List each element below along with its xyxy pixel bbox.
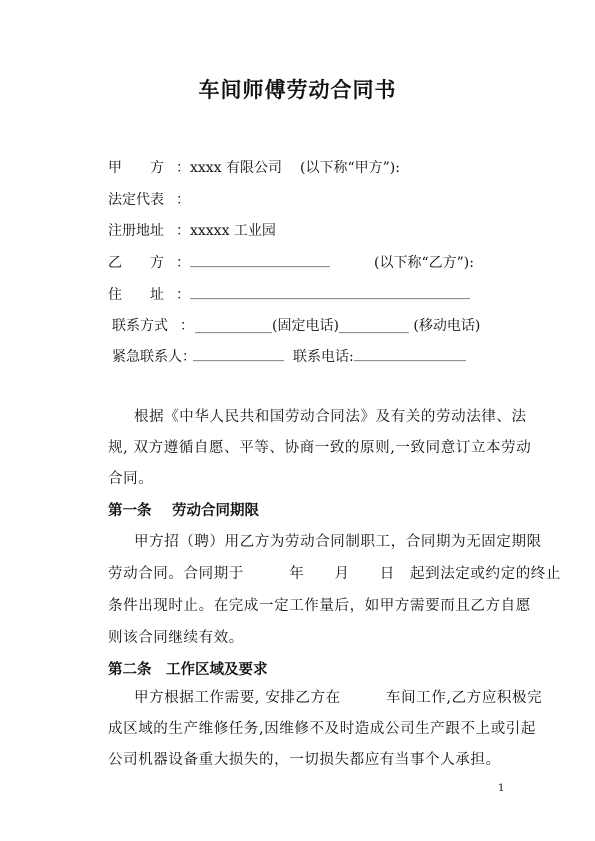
legal-rep-colon: ： [176,192,190,208]
party-b-alias: (以下称“乙方”): [374,255,474,271]
page-number: 1 [498,783,505,794]
party-b-blank: ____________________ [190,252,330,268]
article2-heading: 工作区域及要求 [166,662,268,678]
article2-line: 公司机器设备重大损失的，一切损失都应有当事个人承担。 [108,752,501,768]
preamble-line: 合同。 [108,471,154,487]
party-b-colon: ： [176,255,190,271]
emergency-blank: _____________ [193,346,284,362]
emergency-phone-label: 联系电话: [293,349,354,365]
contact-blank: ___________(固定电话)__________ (移动电话) [195,318,481,334]
address-blank: ________________________________________ [190,284,470,300]
contact-label: 联系方式 [112,318,168,334]
article2-number: 第二条 [108,662,152,678]
reg-address-colon: ： [176,223,190,239]
address-colon: ： [176,287,190,303]
document-title: 车间师傅劳动合同书 [198,77,397,102]
reg-address-value: xxxxx 工业园 [190,223,276,239]
article2-line: 甲方根据工作需要, 安排乙方在 车间工作,乙方应积极完 [134,690,543,706]
preamble-line: 规, 双方遵循自愿、平等、协商一致的原则,一致同意订立本劳动 [108,440,532,456]
party-a-value: xxxx 有限公司 [190,160,283,176]
party-a-colon: ： [176,160,190,176]
contact-colon: ： [180,318,194,334]
article1-line: 甲方招（聘）用乙方为劳动合同制职工，合同期为无固定期限 [134,534,542,550]
address-label: 住 址 [108,287,164,303]
reg-address-label: 注册地址 [108,223,164,239]
party-a-label: 甲 方 [108,160,164,176]
article1-heading: 劳动合同期限 [172,503,259,519]
preamble-line: 根据《中华人民共和国劳动合同法》及有关的劳动法律、法 [134,409,527,425]
article1-line: 条件出现时止。在完成一定工作量后，如甲方需要而且乙方自愿 [108,598,531,614]
party-b-label: 乙 方 [108,255,164,271]
legal-rep-label: 法定代表 [108,192,164,208]
article1-number: 第一条 [108,503,152,519]
party-a-alias: (以下称“甲方”): [300,160,400,176]
emergency-label: 紧急联系人： [112,349,196,365]
article1-line: 劳动合同。合同期于 年 月 日 起到法定或约定的终止 [108,566,561,582]
article2-line: 成区域的生产维修任务,因维修不及时造成公司生产跟不上或引起 [108,721,537,737]
article1-line: 则该合同继续有效。 [108,630,244,646]
emergency-phone-blank: ________________ [354,346,466,362]
